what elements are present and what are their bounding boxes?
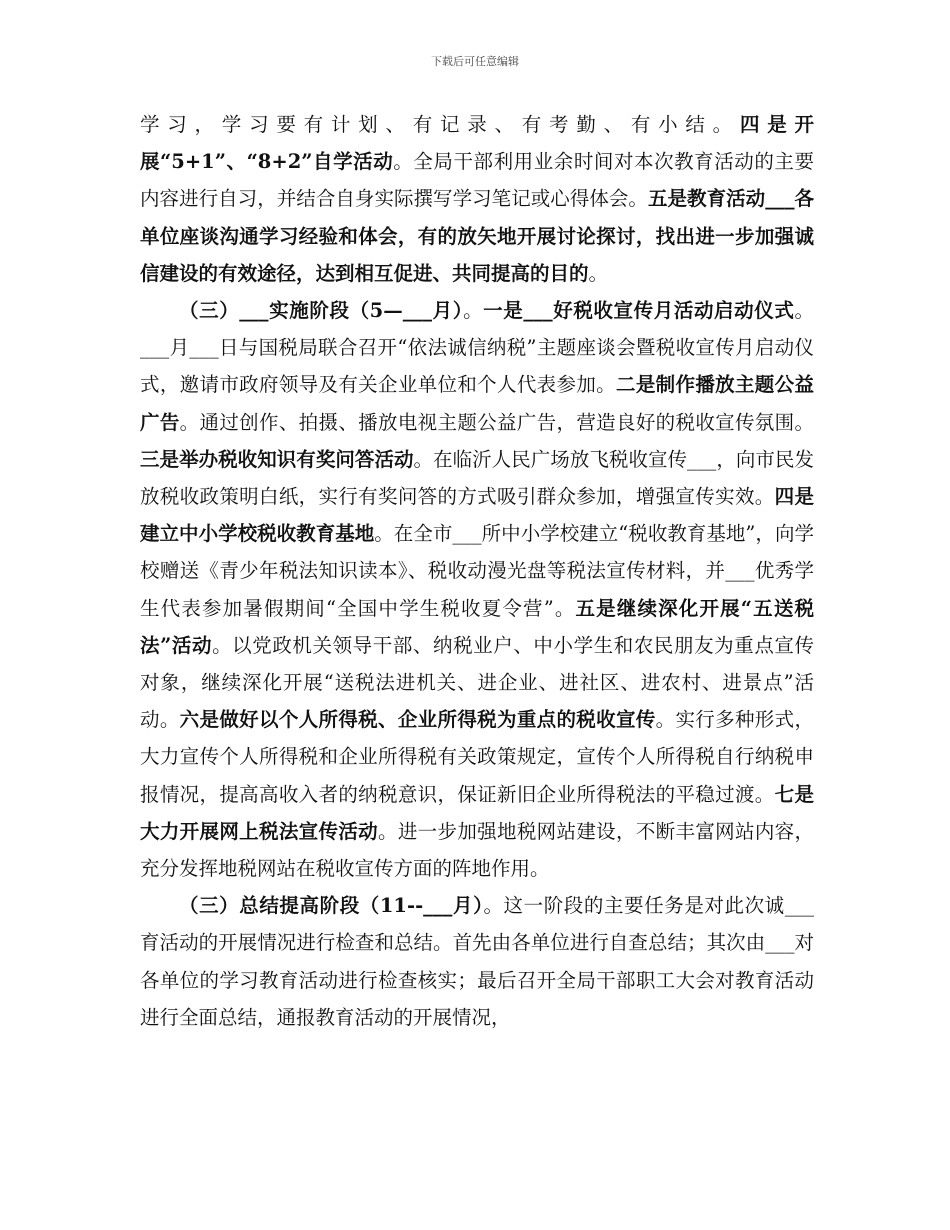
text-run: 。通过创作、拍摄、播放电视主题公益广告，营造良好的税收宣传氛围。	[179, 410, 814, 434]
paragraph-1	[140, 106, 814, 292]
bold-text-run: 一是___好税收宣传月活动启动仪式	[483, 299, 795, 323]
section-heading: （三）___实施阶段（5—___月）	[179, 299, 464, 323]
bold-text-run: 五是继续深化开展“五送税法”活动	[140, 596, 814, 657]
text-run: 。这一阶段的主要任务是对此次诚___育活动的开展情况进行检查和总结。首先由各单位进行自查总结；其次由___对各单位的学习教育活动进行检查核实；最后召开全局干部职工大会对教育活动进行全面总结，通报教育活动的开展情况，	[140, 894, 814, 1029]
text-run: 。在临沂人民广场放飞税收宣传___，向市民发放税收政策明白纸，实行有奖问答的方式吸引群众参加，增强宣传实效。	[140, 447, 814, 509]
bold-text-run: 五是教育活动___各单位座谈沟通学习经验和体会，有的放矢地开展讨论探讨，找出进一步加强诚信建设的有效途径，达到相互促进、共同提高的目的	[140, 187, 814, 285]
text-run: 。___月___日与国税局联合召开“依法诚信纳税”主题座谈会暨税收宣传月启动仪式，邀请市政府领导及有关企业单位和个人代表参加。	[140, 299, 814, 397]
text-run: 。在全市___所中小学校建立“税收教育基地”，向学校赠送《青少年税法知识读本》、税收动漫光盘等税法宣传材料，并___优秀学生代表参加暑假期间“全国中学生税收夏令营”。	[140, 522, 814, 620]
text-run: 。	[463, 299, 484, 323]
bold-text-run: 三是举办税收知识有奖问答活动	[140, 447, 414, 471]
bold-text-run: 二是制作播放主题公益广告	[140, 373, 814, 434]
text-run: 学习，学习要有计划、有记录、有考勤、有小结。	[140, 113, 740, 136]
document-body	[140, 106, 814, 1036]
section-heading: （三）总结提高阶段（11--___月）	[179, 894, 484, 918]
page-header-note: 下载后可任意编辑	[431, 55, 519, 68]
bold-text-run: 四是建立中小学校税收教育基地	[140, 485, 814, 546]
bold-text-run: 六是做好以个人所得税、企业所得税为重点的税收宣传	[179, 708, 656, 732]
text-run: 。全局干部利用业余时间对本次教育活动的主要内容进行自习，并结合自身实际撰写学习笔记或心得体会。	[140, 150, 814, 211]
paragraph-3	[140, 887, 814, 1036]
bold-text-run: 七是大力开展网上税法宣传活动	[140, 782, 814, 843]
text-run: 。进一步加强地税网站建设，不断丰富网站内容，充分发挥地税网站在税收宣传方面的阵地作用。	[140, 819, 814, 881]
text-run: 。	[588, 261, 609, 285]
bold-text-run: 四是开展“5+1”、“8+2”自学活动	[140, 113, 814, 174]
paragraph-2	[140, 292, 814, 887]
text-run: 。以党政机关领导干部、纳税业户、中小学生和农民朋友为重点宣传对象，继续深化开展“送税法进机关、进企业、进社区、进农村、进景点”活动。	[140, 633, 814, 732]
text-run: 。实行多种形式，大力宣传个人所得税和企业所得税有关政策规定，宣传个人所得税自行纳税申报情况，提高高收入者的纳税意识，保证新旧企业所得税法的平稳过渡。	[140, 708, 814, 806]
